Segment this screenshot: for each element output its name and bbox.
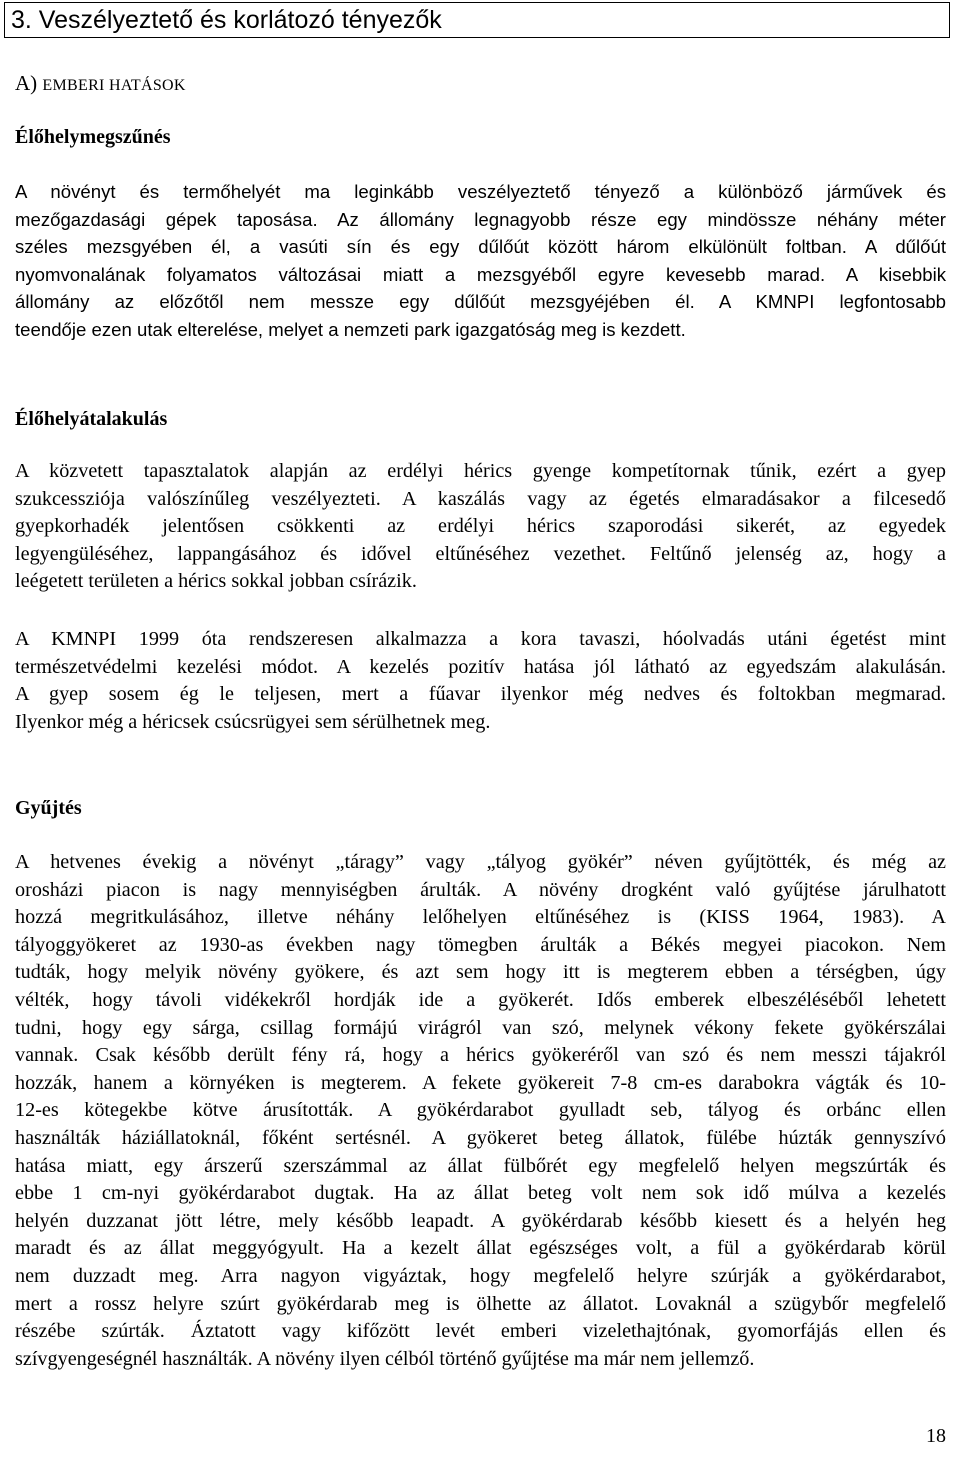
text-line: hatása miatt, egy árszerű szerszámmal az állat fülbőrét egy megfelelő helyen megszúrták és	[15, 1154, 946, 1177]
text-line: A KMNPI 1999 óta rendszeresen alkalmazza a kora tavaszi, hóolvadás utáni égetést mint	[15, 628, 946, 650]
text-line: tudni, hogy egy sárga, csillag formájú virágról van szó, melynek vékony fekete gyökérszálai	[15, 1016, 946, 1039]
text-line: vannak. Csak később derült fény rá, hogy a hérics gyökeréről van szó és nem messzi tájakról	[15, 1044, 946, 1067]
text-line: leégetett területen a hérics sokkal jobban csírázik.	[15, 570, 417, 593]
text-line: tudták, hogy melyik növény gyökere, és azt sem hogy itt is megterem ebben a térségben, úgy	[15, 961, 946, 984]
text-line: vélték, hogy távoli vidékekről hordják ide a gyökerét. Idős emberek elbeszéléséből lehetett	[15, 988, 946, 1011]
text-line: orosházi piacon is nagy mennyiségben árulták. A növény drogként való gyűjtése járulhatott	[15, 878, 946, 901]
heading-elohelyatalakulas: Élőhelyátalakulás	[15, 408, 168, 430]
text-line: szívgyengeségnél használták. A növény ilyen célból történő gyűjtése ma már nem jellemző.	[15, 1347, 755, 1370]
text-line: 12-es kötegekbe kötve árusították. A gyökérdarabot gyulladt seb, tályog és orbánc ellen	[15, 1099, 946, 1122]
text-line: hozzá megritkulásához, illetve néhány lelőhelyen eltűnéséhez is (KISS 1964, 1983). A	[15, 906, 946, 929]
text-line: állomány az előzőtől nem messze egy dűlőút mezsgyéjében él. A KMNPI legfontosabb	[15, 291, 946, 313]
heading-elohelymegszunes: Élőhelymegszűnés	[15, 126, 171, 148]
text-line: részébe szúrták. Áztatott vagy kifőzött levét emberi vizelethajtónak, gyomorfájás ellen és	[15, 1320, 946, 1343]
chapter-header	[4, 2, 950, 38]
text-line: hozzák, hanem a környéken is megterem. A fekete gyökereit 7-8 cm-es darabokra vágták és 10-	[15, 1071, 946, 1094]
page-number: 18	[926, 1425, 946, 1447]
text-line: Ilyenkor még a héricsek csúcsrügyei sem sérülhetnek meg.	[15, 710, 491, 733]
text-line: A növényt és termőhelyét ma leginkább veszélyeztető tényező a különböző járművek és	[15, 181, 946, 202]
text-line: mert a rossz helyre szúrt gyökérdarab meg is ölhette az állatot. Lovaknál a szügybőr megfelelő	[15, 1292, 946, 1315]
paragraph	[15, 849, 946, 1373]
text-line: A gyep sosem ég le teljesen, mert a fűavar ilyenkor még nedves és foltokban megmarad.	[15, 683, 946, 706]
text-line: legyengüléséhez, lappangásához és idővel eltűnéséhez vezethet. Feltűnő jelenség az, hogy a	[15, 542, 946, 565]
text-line: mezőgazdasági gépek taposása. Az állomány legnagyobb része egy mindössze néhány méter	[15, 208, 946, 230]
text-line: természetvédelmi kezelési módot. A kezelés pozitív hatása jól látható az egyedszám alakulásán.	[15, 655, 946, 678]
text-line: A közvetett tapasztalatok alapján az erdélyi hérics gyenge kompetítornak tűnik, ezért a gyep	[15, 460, 946, 482]
text-line: helyén duzzanat jött létre, mely később leapadt. A gyökérdarab később kiesett és a helyén heg	[15, 1209, 946, 1232]
section-prefix: A)	[15, 71, 43, 95]
paragraph	[15, 458, 946, 596]
text-line: szukcessziója valószínűleg veszélyezteti. A kaszálás vagy az égetés elmaradásakor a filcesedő	[15, 487, 946, 510]
paragraph	[15, 178, 946, 344]
chapter-title: 3. Veszélyeztető és korlátozó tényezők	[11, 6, 442, 34]
text-line: A hetvenes évekig a növényt „táragy” vagy „tályog gyökér” néven gyűjtötték, és még az	[15, 851, 946, 873]
text-line: széles mezsgyében él, a vasúti sín és egy dűlőút között három elkülönült foltban. A dűlőút	[15, 236, 946, 258]
text-line: tályoggyökeret az 1930-as években nagy tömegben árulták a Békés megyei piacokon. Nem	[15, 933, 946, 956]
text-line: maradt és az állat meggyógyult. Ha a kezelt állat egészséges volt, a fül a gyökérdarab körül	[15, 1237, 946, 1260]
section-label	[15, 70, 186, 99]
text-line: gyepkorhadék jelentősen csökkenti az erdélyi hérics szaporodási sikerét, az egyedek	[15, 515, 946, 538]
text-line: nem duzzadt meg. Arra nagyon vigyáztak, hogy megfelelő helyre szúrják a gyökérdarabot,	[15, 1264, 946, 1287]
text-line: ebbe 1 cm-nyi gyökérdarabot dugtak. Ha az állat beteg volt nem sok idő múlva a kezelés	[15, 1182, 946, 1205]
heading-gyujtes: Gyűjtés	[15, 797, 82, 819]
text-line: nyomvonalának folyamatos változásai miatt a mezsgyéből egyre kevesebb marad. A kisebbik	[15, 263, 946, 285]
paragraph	[15, 626, 946, 736]
section-name: EMBERI HATÁSOK	[42, 77, 186, 94]
text-line: használták háziállatoknál, főként sertésnél. A gyökeret beteg állatok, fülébe húzták gennyszívó	[15, 1126, 946, 1149]
text-line: teendője ezen utak elterelése, melyet a nemzeti park igazgatóság meg is kezdett.	[15, 318, 686, 340]
